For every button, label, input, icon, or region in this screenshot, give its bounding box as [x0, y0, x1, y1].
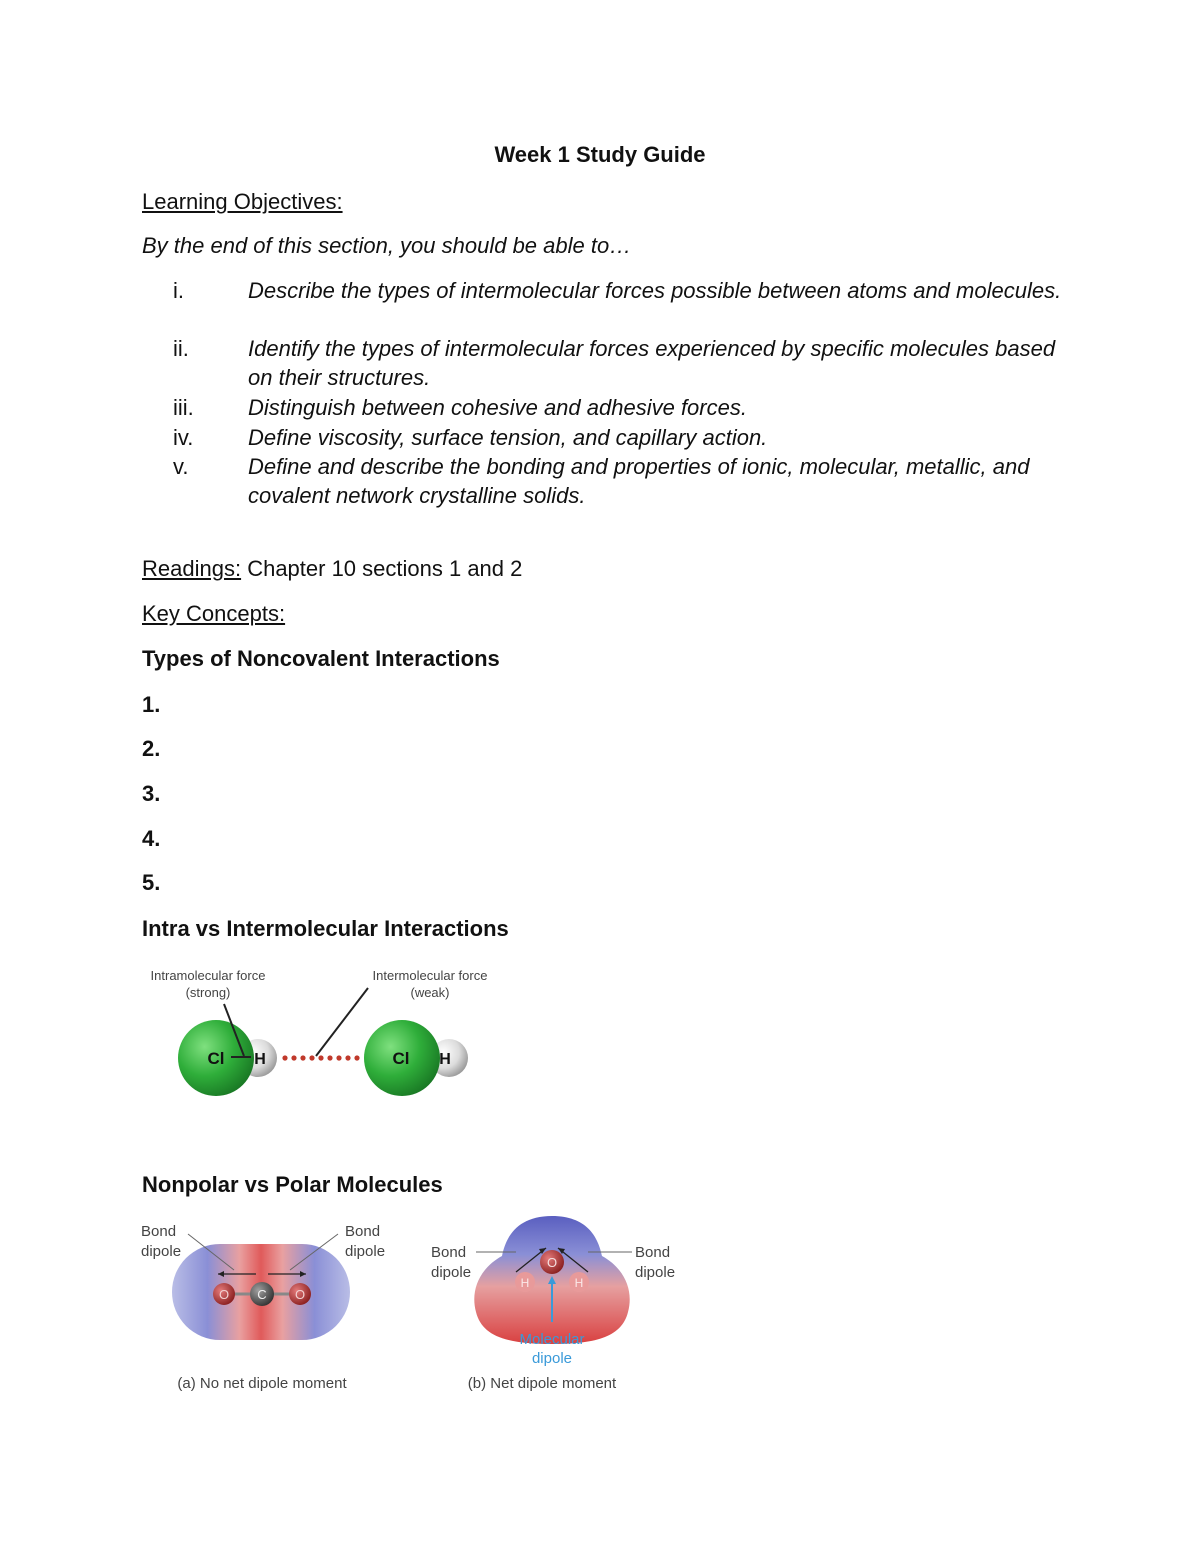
key-concepts-label: Key Concepts:	[142, 601, 286, 626]
numbered-item: 5.	[142, 870, 161, 895]
bond-label: Bond	[635, 1244, 671, 1261]
h-label: H	[439, 1051, 451, 1068]
h-label: H	[520, 1276, 530, 1290]
intra-label-2: (strong)	[185, 985, 231, 1000]
caption-b: (b) Net dipole moment	[467, 1375, 617, 1392]
objectives-intro: By the end of this section, you should be able to…	[142, 233, 632, 258]
bond-label: Bond	[431, 1244, 467, 1261]
objective-text: Define and describe the bonding and properties of ionic, molecular, metallic, and covalent network crystalline solids.	[248, 454, 1030, 508]
c-label: C	[257, 1287, 267, 1302]
dipole-label: dipole	[635, 1264, 676, 1281]
inter-label-1: Intermolecular force	[372, 968, 488, 983]
numbered-item: 2.	[142, 736, 161, 761]
objective-text: Define viscosity, surface tension, and capillary action.	[248, 425, 768, 450]
objective-text: Distinguish between cohesive and adhesive forces.	[248, 395, 747, 420]
molecular-label: Molecular	[519, 1331, 585, 1348]
objective-text: Describe the types of intermolecular forces possible between atoms and molecules.	[248, 278, 1062, 303]
polarity-figure	[136, 1212, 696, 1402]
objective-number: iii.	[173, 395, 194, 420]
learning-objectives-label: Learning Objectives:	[142, 189, 343, 214]
intra-label-1: Intramolecular force	[150, 968, 266, 983]
objective-number: v.	[173, 454, 189, 479]
objective-number: iv.	[173, 425, 194, 450]
cl-label: Cl	[392, 1049, 410, 1068]
o-label: O	[218, 1287, 230, 1302]
polar-heading: Nonpolar vs Polar Molecules	[142, 1172, 443, 1197]
o-label: O	[546, 1255, 558, 1270]
objective-number: i.	[173, 278, 184, 303]
dipole-label: dipole	[431, 1264, 472, 1281]
dipole-label: dipole	[531, 1350, 573, 1367]
numbered-item: 1.	[142, 692, 161, 717]
numbered-item: 4.	[142, 826, 161, 851]
cl-label: Cl	[207, 1049, 225, 1068]
dipole-label: dipole	[345, 1243, 386, 1260]
h-label: H	[574, 1276, 584, 1290]
objective-number: ii.	[173, 336, 189, 361]
h-label: H	[254, 1051, 266, 1068]
readings-label: Readings:	[142, 556, 242, 581]
readings-text: Chapter 10 sections 1 and 2	[241, 556, 523, 581]
inter-label-2: (weak)	[410, 985, 450, 1000]
numbered-item: 3.	[142, 781, 161, 806]
bond-label: Bond	[141, 1223, 177, 1240]
o-label: O	[294, 1287, 306, 1302]
inter-pointer-line	[316, 988, 368, 1056]
water-molecule	[474, 1216, 632, 1344]
intra-inter-heading: Intra vs Intermolecular Interactions	[142, 916, 509, 941]
intermolecular-dots	[282, 1055, 359, 1060]
page-title: Week 1 Study Guide	[494, 142, 706, 167]
noncovalent-heading: Types of Noncovalent Interactions	[142, 646, 500, 671]
co2-molecule	[172, 1234, 350, 1340]
caption-a: (a) No net dipole moment	[177, 1375, 347, 1392]
bond-label: Bond	[345, 1223, 381, 1240]
hcl-interaction-figure	[140, 960, 520, 1110]
dipole-label: dipole	[141, 1243, 182, 1260]
objective-text: Identify the types of intermolecular forces experienced by specific molecules based on their structures.	[248, 336, 1056, 390]
readings-line	[142, 556, 522, 582]
